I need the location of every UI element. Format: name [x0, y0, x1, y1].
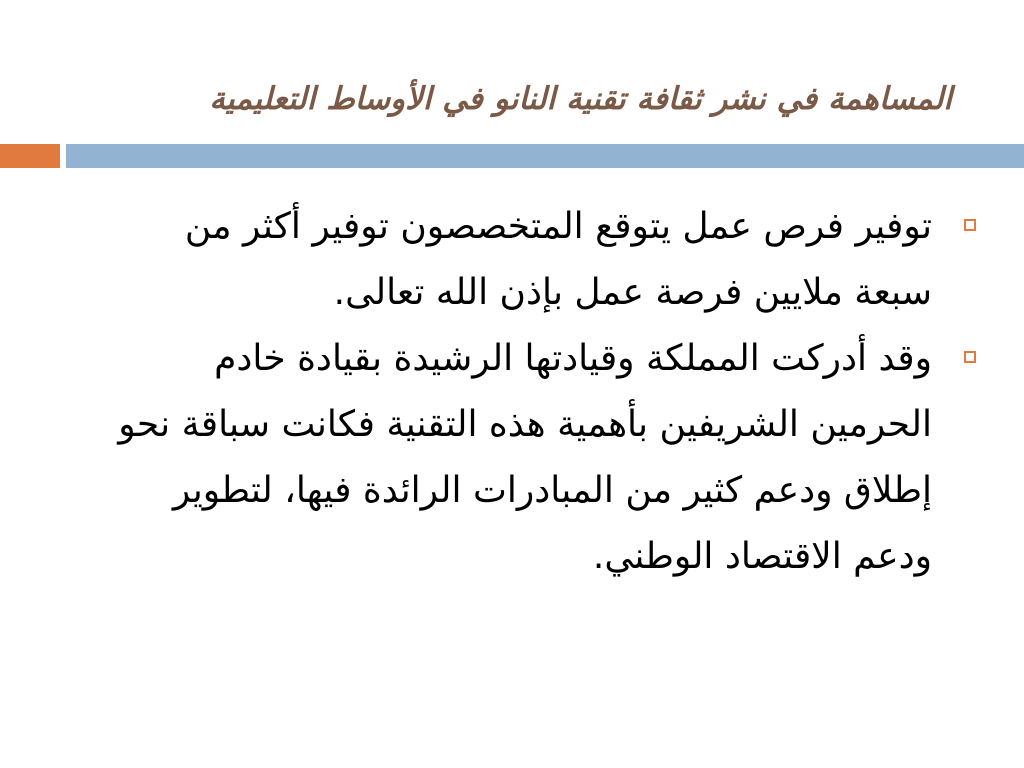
bullet-text-jobs: توفير فرص عمل يتوقع المتخصصون توفير أكثر من سبعة ملايين فرصة عمل بإذن الله تعالى.	[184, 206, 932, 313]
title-divider-blue	[66, 144, 1024, 168]
bullet-item-jobs	[112, 194, 980, 326]
bullet-list	[112, 194, 980, 590]
slide-title: المساهمة في نشر ثقافة تقنية النانو في الأوساط التعليمية	[209, 80, 952, 117]
bullet-text-kingdom: وقد أدركت المملكة وقيادتها الرشيدة بقيادة خادم الحرمين الشريفين بأهمية هذه التقنية فكانت سباقة نحو إطلاق ودعم كثير من المبادرات الرائدة فيها، لتطوير ودعم الاقتصاد الوطني.	[118, 338, 932, 577]
hollow-square-bullet-icon	[964, 219, 976, 231]
title-divider-orange	[0, 144, 60, 168]
hollow-square-bullet-icon	[964, 351, 976, 363]
bullet-item-kingdom	[112, 326, 980, 590]
